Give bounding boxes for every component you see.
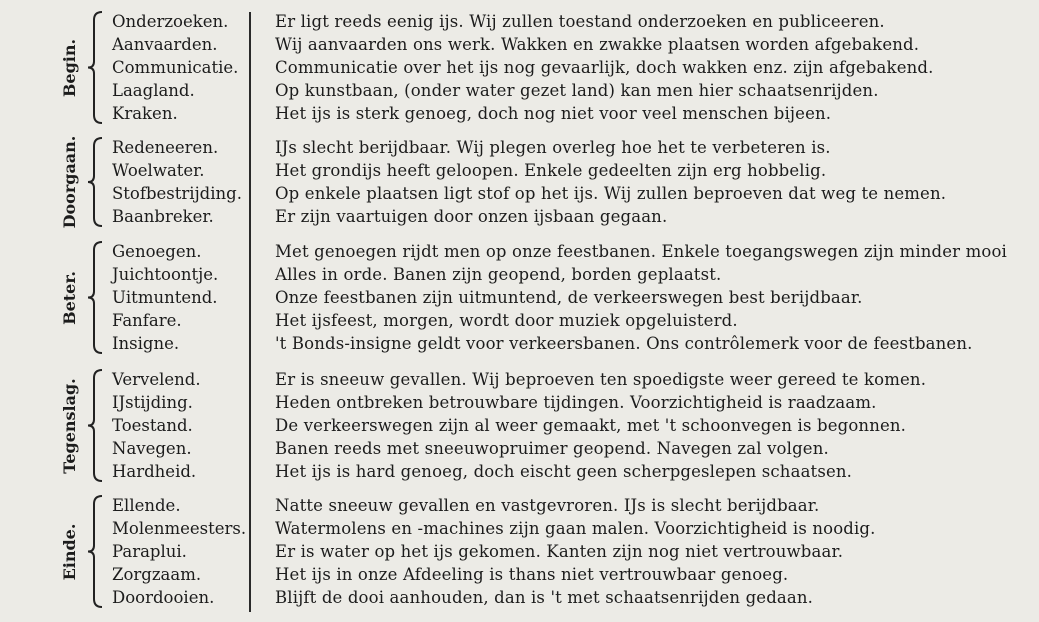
code-meaning: Er zijn vaartuigen door onzen ijsbaan gegaan.	[275, 207, 668, 226]
code-word: Woelwater.	[112, 161, 205, 180]
table-row	[0, 309, 1039, 332]
code-meaning: Het ijsfeest, morgen, wordt door muziek opgeluisterd.	[275, 311, 738, 330]
code-word: Paraplui.	[112, 542, 187, 561]
group-title: Begin.	[60, 38, 79, 97]
code-word: Zorgzaam.	[112, 565, 202, 584]
code-word: Navegen.	[112, 439, 192, 458]
code-meaning: Er is sneeuw gevallen. Wij beproeven ten spoedigste weer gereed te komen.	[275, 370, 927, 389]
code-group	[0, 240, 1039, 355]
table-row	[0, 159, 1039, 182]
table-row	[0, 586, 1039, 609]
code-meaning: Watermolens en -machines zijn gaan malen. Voorzichtigheid is noodig.	[275, 519, 876, 538]
table-row	[0, 391, 1039, 414]
code-meaning: Banen reeds met sneeuwopruimer geopend. Navegen zal volgen.	[275, 439, 829, 458]
group-title: Tegenslag.	[60, 377, 79, 474]
code-word: Fanfare.	[112, 311, 182, 330]
code-word: Communicatie.	[112, 58, 239, 77]
code-meaning: De verkeerswegen zijn al weer gemaakt, met 't schoonvegen is begonnen.	[275, 416, 907, 435]
code-group	[0, 368, 1039, 483]
table-row	[0, 332, 1039, 355]
code-meaning: Alles in orde. Banen zijn geopend, borden geplaatst.	[275, 265, 722, 284]
code-word: Doordooien.	[112, 588, 215, 607]
code-group	[0, 136, 1039, 228]
table-row	[0, 102, 1039, 125]
code-word: Juichtoontje.	[112, 265, 219, 284]
code-word: Vervelend.	[112, 370, 201, 389]
code-word: Uitmuntend.	[112, 288, 218, 307]
table-row	[0, 263, 1039, 286]
table-row	[0, 460, 1039, 483]
code-word: Redeneeren.	[112, 138, 219, 157]
code-meaning: Het ijs is sterk genoeg, doch nog niet voor veel menschen bijeen.	[275, 104, 832, 123]
table-row	[0, 286, 1039, 309]
code-meaning: Communicatie over het ijs nog gevaarlijk, doch wakken enz. zijn afgebakend.	[275, 58, 934, 77]
code-word: Molenmeesters.	[112, 519, 247, 538]
table-row	[0, 563, 1039, 586]
code-word: IJstijding.	[112, 393, 193, 412]
code-group	[0, 10, 1039, 125]
code-meaning: 't Bonds-insigne geldt voor verkeersbanen. Ons contrôlemerk voor de feestbanen.	[275, 334, 973, 353]
code-meaning: IJs slecht berijdbaar. Wij plegen overleg hoe het te verbeteren is.	[275, 138, 831, 157]
code-word: Genoegen.	[112, 242, 202, 261]
code-word: Onderzoeken.	[112, 12, 229, 31]
code-word: Stofbestrijding.	[112, 184, 242, 203]
code-meaning: Het ijs in onze Afdeeling is thans niet vertrouwbaar genoeg.	[275, 565, 789, 584]
group-title: Beter.	[60, 270, 79, 325]
code-word: Hardheid.	[112, 462, 197, 481]
table-row	[0, 494, 1039, 517]
code-meaning: Onze feestbanen zijn uitmuntend, de verkeerswegen best berijdbaar.	[275, 288, 863, 307]
table-row	[0, 33, 1039, 56]
table-row	[0, 240, 1039, 263]
table-row	[0, 540, 1039, 563]
code-group	[0, 494, 1039, 609]
code-meaning: Op enkele plaatsen ligt stof op het ijs. Wij zullen beproeven dat weg te nemen.	[275, 184, 947, 203]
table-row	[0, 437, 1039, 460]
table-row	[0, 517, 1039, 540]
code-word: Toestand.	[112, 416, 193, 435]
group-title: Einde.	[60, 523, 79, 580]
code-meaning: Heden ontbreken betrouwbare tijdingen. Voorzichtigheid is raadzaam.	[275, 393, 877, 412]
code-meaning: Op kunstbaan, (onder water gezet land) kan men hier schaatsenrijden.	[275, 81, 879, 100]
code-meaning: Er ligt reeds eenig ijs. Wij zullen toestand onderzoeken en publiceeren.	[275, 12, 885, 31]
code-meaning: Het ijs is hard genoeg, doch eischt geen scherpgeslepen schaatsen.	[275, 462, 853, 481]
code-meaning: Er is water op het ijs gekomen. Kanten zijn nog niet vertrouwbaar.	[275, 542, 844, 561]
code-meaning: Natte sneeuw gevallen en vastgevroren. IJs is slecht berijdbaar.	[275, 496, 820, 515]
table-row	[0, 414, 1039, 437]
table-row	[0, 79, 1039, 102]
table-row	[0, 10, 1039, 33]
table-row	[0, 368, 1039, 391]
code-meaning: Blijft de dooi aanhouden, dan is 't met schaatsenrijden gedaan.	[275, 588, 814, 607]
code-word: Laagland.	[112, 81, 195, 100]
code-word: Kraken.	[112, 104, 178, 123]
code-meaning: Wij aanvaarden ons werk. Wakken en zwakke plaatsen worden afgebakend.	[275, 35, 920, 54]
code-word: Insigne.	[112, 334, 180, 353]
code-meaning: Met genoegen rijdt men op onze feestbanen. Enkele toegangswegen zijn minder mooi	[275, 242, 1007, 261]
table-row	[0, 205, 1039, 228]
code-word: Ellende.	[112, 496, 181, 515]
code-word: Aanvaarden.	[112, 35, 218, 54]
table-row	[0, 182, 1039, 205]
group-title: Doorgaan.	[60, 135, 79, 229]
code-word: Baanbreker.	[112, 207, 214, 226]
table-row	[0, 136, 1039, 159]
code-meaning: Het grondijs heeft geloopen. Enkele gedeelten zijn erg hobbelig.	[275, 161, 827, 180]
table-row	[0, 56, 1039, 79]
